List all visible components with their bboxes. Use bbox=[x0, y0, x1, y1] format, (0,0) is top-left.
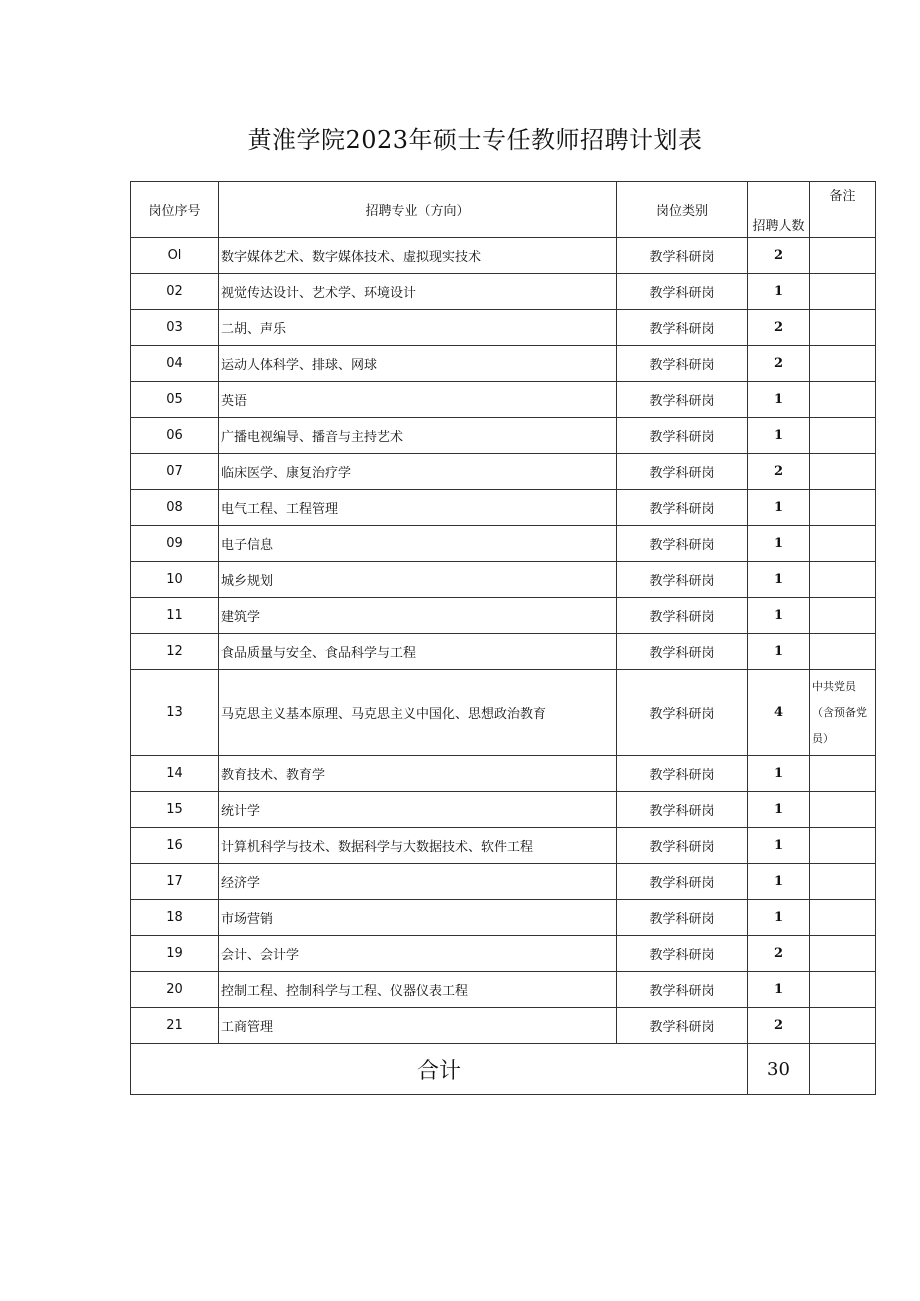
header-major: 招聘专业（方向） bbox=[219, 182, 617, 238]
row-count: 1 bbox=[748, 274, 810, 310]
row-category: 教学科研岗 bbox=[617, 526, 748, 562]
table-row bbox=[131, 936, 876, 972]
row-seq: 17 bbox=[131, 864, 219, 900]
header-count: 招聘人数 bbox=[748, 182, 810, 238]
table-row bbox=[131, 1008, 876, 1044]
page-title: 黄淮学院2023年硕士专任教师招聘计划表 bbox=[247, 126, 703, 154]
row-category: 教学科研岗 bbox=[617, 936, 748, 972]
recruitment-plan-table bbox=[130, 181, 876, 1095]
row-count: 2 bbox=[748, 1008, 810, 1044]
row-category: 教学科研岗 bbox=[617, 670, 748, 756]
row-major: 教育技术、教育学 bbox=[219, 756, 617, 792]
row-note bbox=[810, 598, 876, 634]
row-major: 二胡、声乐 bbox=[219, 310, 617, 346]
total-note bbox=[810, 1044, 876, 1095]
row-count: 1 bbox=[748, 634, 810, 670]
row-seq: 09 bbox=[131, 526, 219, 562]
row-category: 教学科研岗 bbox=[617, 828, 748, 864]
table-row bbox=[131, 562, 876, 598]
row-note bbox=[810, 900, 876, 936]
row-note bbox=[810, 972, 876, 1008]
row-count: 2 bbox=[748, 936, 810, 972]
table-row bbox=[131, 634, 876, 670]
row-seq: Ol bbox=[131, 238, 219, 274]
row-seq: 08 bbox=[131, 490, 219, 526]
row-note bbox=[810, 864, 876, 900]
row-category: 教学科研岗 bbox=[617, 598, 748, 634]
table-row bbox=[131, 310, 876, 346]
row-major: 英语 bbox=[219, 382, 617, 418]
row-count: 1 bbox=[748, 598, 810, 634]
row-category: 教学科研岗 bbox=[617, 756, 748, 792]
row-category: 教学科研岗 bbox=[617, 490, 748, 526]
table-row bbox=[131, 490, 876, 526]
row-count: 1 bbox=[748, 828, 810, 864]
row-note bbox=[810, 382, 876, 418]
row-count: 1 bbox=[748, 900, 810, 936]
table-row bbox=[131, 792, 876, 828]
row-note bbox=[810, 238, 876, 274]
row-major: 市场营销 bbox=[219, 900, 617, 936]
row-note bbox=[810, 634, 876, 670]
row-major: 工商管理 bbox=[219, 1008, 617, 1044]
row-seq: 18 bbox=[131, 900, 219, 936]
row-count: 1 bbox=[748, 864, 810, 900]
row-major: 建筑学 bbox=[219, 598, 617, 634]
row-major: 电气工程、工程管理 bbox=[219, 490, 617, 526]
row-major: 广播电视编导、播音与主持艺术 bbox=[219, 418, 617, 454]
header-seq: 岗位序号 bbox=[131, 182, 219, 238]
row-major: 控制工程、控制科学与工程、仪器仪表工程 bbox=[219, 972, 617, 1008]
row-seq: 12 bbox=[131, 634, 219, 670]
row-count: 2 bbox=[748, 346, 810, 382]
row-category: 教学科研岗 bbox=[617, 792, 748, 828]
row-seq: 19 bbox=[131, 936, 219, 972]
row-seq: 11 bbox=[131, 598, 219, 634]
row-major: 会计、会计学 bbox=[219, 936, 617, 972]
row-count: 1 bbox=[748, 756, 810, 792]
row-seq: 07 bbox=[131, 454, 219, 490]
row-major: 计算机科学与技术、数据科学与大数据技术、软件工程 bbox=[219, 828, 617, 864]
row-category: 教学科研岗 bbox=[617, 238, 748, 274]
row-count: 2 bbox=[748, 310, 810, 346]
row-count: 2 bbox=[748, 238, 810, 274]
row-note: 中共党员（含预备党员） bbox=[810, 670, 876, 756]
row-note bbox=[810, 274, 876, 310]
row-note bbox=[810, 562, 876, 598]
row-note bbox=[810, 418, 876, 454]
row-seq: 20 bbox=[131, 972, 219, 1008]
row-major: 食品质量与安全、食品科学与工程 bbox=[219, 634, 617, 670]
table-row bbox=[131, 900, 876, 936]
table-row bbox=[131, 454, 876, 490]
row-category: 教学科研岗 bbox=[617, 274, 748, 310]
row-note bbox=[810, 756, 876, 792]
row-category: 教学科研岗 bbox=[617, 382, 748, 418]
row-category: 教学科研岗 bbox=[617, 562, 748, 598]
table-row bbox=[131, 382, 876, 418]
row-note bbox=[810, 792, 876, 828]
row-category: 教学科研岗 bbox=[617, 972, 748, 1008]
row-category: 教学科研岗 bbox=[617, 310, 748, 346]
row-category: 教学科研岗 bbox=[617, 454, 748, 490]
total-label: 合计 bbox=[131, 1044, 748, 1095]
table-row bbox=[131, 828, 876, 864]
row-count: 1 bbox=[748, 526, 810, 562]
row-note bbox=[810, 936, 876, 972]
table-row bbox=[131, 972, 876, 1008]
row-note bbox=[810, 310, 876, 346]
row-note bbox=[810, 1008, 876, 1044]
row-major: 运动人体科学、排球、网球 bbox=[219, 346, 617, 382]
table-row bbox=[131, 418, 876, 454]
row-seq: 04 bbox=[131, 346, 219, 382]
row-seq: 21 bbox=[131, 1008, 219, 1044]
row-major: 城乡规划 bbox=[219, 562, 617, 598]
row-major: 经济学 bbox=[219, 864, 617, 900]
row-count: 1 bbox=[748, 490, 810, 526]
row-major: 马克思主义基本原理、马克思主义中国化、思想政治教育 bbox=[219, 670, 617, 756]
row-category: 教学科研岗 bbox=[617, 346, 748, 382]
row-seq: 13 bbox=[131, 670, 219, 756]
row-note bbox=[810, 526, 876, 562]
row-seq: 06 bbox=[131, 418, 219, 454]
table-row bbox=[131, 238, 876, 274]
row-seq: 05 bbox=[131, 382, 219, 418]
table-row bbox=[131, 864, 876, 900]
row-seq: 02 bbox=[131, 274, 219, 310]
row-category: 教学科研岗 bbox=[617, 418, 748, 454]
row-category: 教学科研岗 bbox=[617, 634, 748, 670]
row-major: 统计学 bbox=[219, 792, 617, 828]
row-category: 教学科研岗 bbox=[617, 1008, 748, 1044]
row-note bbox=[810, 828, 876, 864]
row-note bbox=[810, 454, 876, 490]
row-count: 4 bbox=[748, 670, 810, 756]
row-note bbox=[810, 490, 876, 526]
row-major: 电子信息 bbox=[219, 526, 617, 562]
row-seq: 16 bbox=[131, 828, 219, 864]
row-seq: 10 bbox=[131, 562, 219, 598]
total-row bbox=[131, 1044, 876, 1095]
table-header-row bbox=[131, 182, 876, 238]
header-note: 备注 bbox=[810, 182, 876, 238]
row-major: 数字媒体艺术、数字媒体技术、虚拟现实技术 bbox=[219, 238, 617, 274]
row-count: 1 bbox=[748, 418, 810, 454]
row-seq: 15 bbox=[131, 792, 219, 828]
table-row bbox=[131, 274, 876, 310]
table-row bbox=[131, 670, 876, 756]
row-category: 教学科研岗 bbox=[617, 900, 748, 936]
row-seq: 14 bbox=[131, 756, 219, 792]
header-category: 岗位类别 bbox=[617, 182, 748, 238]
row-count: 1 bbox=[748, 972, 810, 1008]
table-row bbox=[131, 756, 876, 792]
row-major: 视觉传达设计、艺术学、环境设计 bbox=[219, 274, 617, 310]
table-row bbox=[131, 346, 876, 382]
row-major: 临床医学、康复治疗学 bbox=[219, 454, 617, 490]
row-count: 1 bbox=[748, 792, 810, 828]
row-count: 2 bbox=[748, 454, 810, 490]
row-count: 1 bbox=[748, 382, 810, 418]
table-row bbox=[131, 526, 876, 562]
table-row bbox=[131, 598, 876, 634]
total-value: 30 bbox=[748, 1044, 810, 1095]
row-note bbox=[810, 346, 876, 382]
row-count: 1 bbox=[748, 562, 810, 598]
row-category: 教学科研岗 bbox=[617, 864, 748, 900]
row-seq: 03 bbox=[131, 310, 219, 346]
